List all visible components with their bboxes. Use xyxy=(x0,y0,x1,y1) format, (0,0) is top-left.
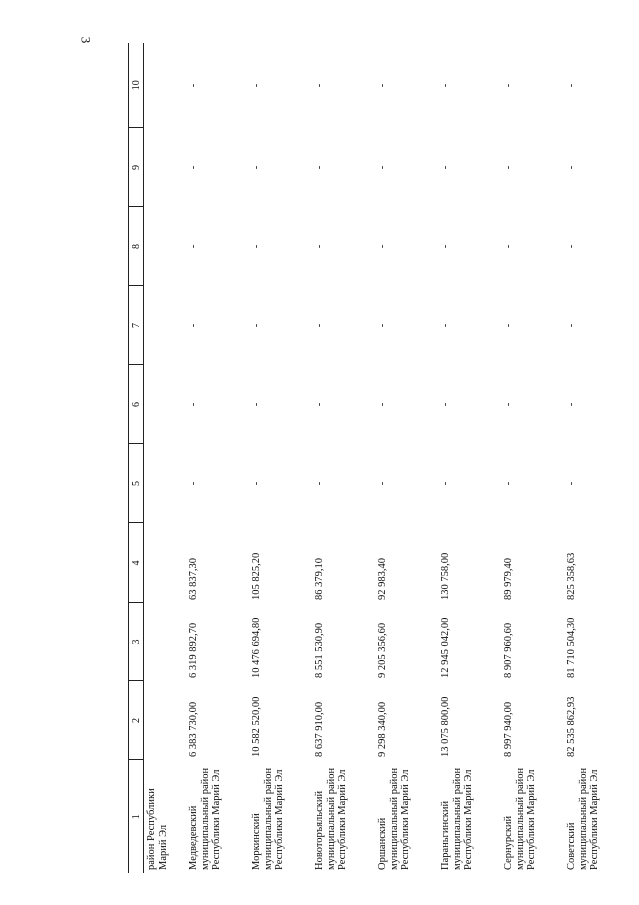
col-header-8: 8 xyxy=(129,207,144,286)
cell-col9: - xyxy=(503,165,514,170)
cell-col2: 82 535 862,93 xyxy=(566,696,577,757)
cell-col8: - xyxy=(566,244,577,249)
cell-col8: - xyxy=(440,244,451,249)
district-name: Сернурский муниципальный район Республики Марий Эл xyxy=(503,767,538,870)
cell-col3: 10 476 694,80 xyxy=(251,617,262,678)
budget-table xyxy=(128,43,627,873)
cell-col9: - xyxy=(314,165,325,170)
cell-col9: - xyxy=(566,165,577,170)
cell-col2: 9 298 340,00 xyxy=(377,701,388,757)
cell-col10: - xyxy=(251,83,262,88)
cell-col5: - xyxy=(314,481,325,486)
cell-col5: - xyxy=(251,481,262,486)
cell-col4: 825 358,63 xyxy=(566,552,577,600)
cell-col10: - xyxy=(566,83,577,88)
cell-col10 xyxy=(144,43,187,128)
cell-col6 xyxy=(144,365,187,444)
cell-col3: 6 319 892,70 xyxy=(188,622,199,678)
cell-col3: 9 205 356,60 xyxy=(377,622,388,678)
cell-col4: 86 379,10 xyxy=(314,558,325,600)
cell-col7: - xyxy=(251,323,262,328)
table-row xyxy=(501,43,564,873)
cell-col4: 63 837,30 xyxy=(188,558,199,600)
cell-col6: - xyxy=(251,402,262,407)
cell-col10: - xyxy=(440,83,451,88)
cell-col2 xyxy=(144,681,187,760)
district-name: Советский муниципальный район Республики Марий Эл xyxy=(566,767,601,870)
cell-col6: - xyxy=(188,402,199,407)
cell-col5: - xyxy=(566,481,577,486)
cell-col8: - xyxy=(377,244,388,249)
district-name: район Республики Марий Эл xyxy=(146,788,169,870)
cell-col3: 12 945 042,00 xyxy=(440,617,451,678)
cell-col8: - xyxy=(503,244,514,249)
cell-col2: 13 075 800,00 xyxy=(440,696,451,757)
cell-col2: 8 997 940,00 xyxy=(503,701,514,757)
cell-col6: - xyxy=(377,402,388,407)
col-header-10: 10 xyxy=(129,43,144,128)
table-row xyxy=(375,43,438,873)
cell-col7: - xyxy=(440,323,451,328)
table-row xyxy=(249,43,312,873)
cell-col8 xyxy=(144,207,187,286)
col-header-1: 1 xyxy=(129,760,144,873)
cell-col7 xyxy=(144,286,187,365)
cell-col5: - xyxy=(377,481,388,486)
cell-col3: 8 907 960,60 xyxy=(503,622,514,678)
col-header-7: 7 xyxy=(129,286,144,365)
table-row xyxy=(312,43,375,873)
cell-col8: - xyxy=(251,244,262,249)
cell-col9: - xyxy=(377,165,388,170)
cell-col5: - xyxy=(503,481,514,486)
cell-col3: 8 551 530,90 xyxy=(314,622,325,678)
table-row xyxy=(564,43,627,873)
cell-col6: - xyxy=(314,402,325,407)
district-name: Медведевский муниципальный район Республики Марий Эл xyxy=(188,767,223,870)
district-name: Параньгинский муниципальный район Республики Марий Эл xyxy=(440,767,475,870)
district-name: Моркинский муниципальный район Республики Марий Эл xyxy=(251,767,286,870)
cell-col7: - xyxy=(503,323,514,328)
rotated-table-container xyxy=(128,43,601,873)
cell-col9: - xyxy=(188,165,199,170)
table-row xyxy=(186,43,249,873)
cell-col9: - xyxy=(440,165,451,170)
page-number: 3 xyxy=(78,36,94,44)
cell-col5: - xyxy=(440,481,451,486)
cell-col2: 10 582 520,00 xyxy=(251,696,262,757)
cell-col10: - xyxy=(314,83,325,88)
table-row xyxy=(144,43,187,873)
cell-col8: - xyxy=(314,244,325,249)
cell-col4: 105 825,20 xyxy=(251,552,262,600)
cell-col3: 81 710 504,30 xyxy=(566,617,577,678)
col-header-3: 3 xyxy=(129,603,144,681)
cell-col7: - xyxy=(566,323,577,328)
cell-col4: 130 758,00 xyxy=(440,552,451,600)
cell-col10: - xyxy=(503,83,514,88)
cell-col3 xyxy=(144,603,187,681)
header-row xyxy=(129,43,144,873)
cell-col10: - xyxy=(377,83,388,88)
cell-col10: - xyxy=(188,83,199,88)
col-header-5: 5 xyxy=(129,444,144,523)
col-header-9: 9 xyxy=(129,128,144,207)
district-name: Оршанский муниципальный район Республики Марий Эл xyxy=(377,767,412,870)
cell-col4: 92 983,40 xyxy=(377,558,388,600)
cell-col6: - xyxy=(503,402,514,407)
cell-col2: 8 637 910,00 xyxy=(314,701,325,757)
cell-col4 xyxy=(144,523,187,603)
col-header-6: 6 xyxy=(129,365,144,444)
cell-col7: - xyxy=(188,323,199,328)
cell-col9 xyxy=(144,128,187,207)
cell-col6: - xyxy=(440,402,451,407)
cell-col5 xyxy=(144,444,187,523)
cell-col5: - xyxy=(188,481,199,486)
col-header-2: 2 xyxy=(129,681,144,760)
cell-col6: - xyxy=(566,402,577,407)
cell-col2: 6 383 730,00 xyxy=(188,701,199,757)
cell-col4: 89 979,40 xyxy=(503,558,514,600)
cell-col8: - xyxy=(188,244,199,249)
table-row xyxy=(438,43,501,873)
cell-col7: - xyxy=(314,323,325,328)
district-name: Новоторъяльский муниципальный район Республики Марий Эл xyxy=(314,767,349,870)
cell-col9: - xyxy=(251,165,262,170)
col-header-4: 4 xyxy=(129,523,144,603)
cell-col7: - xyxy=(377,323,388,328)
